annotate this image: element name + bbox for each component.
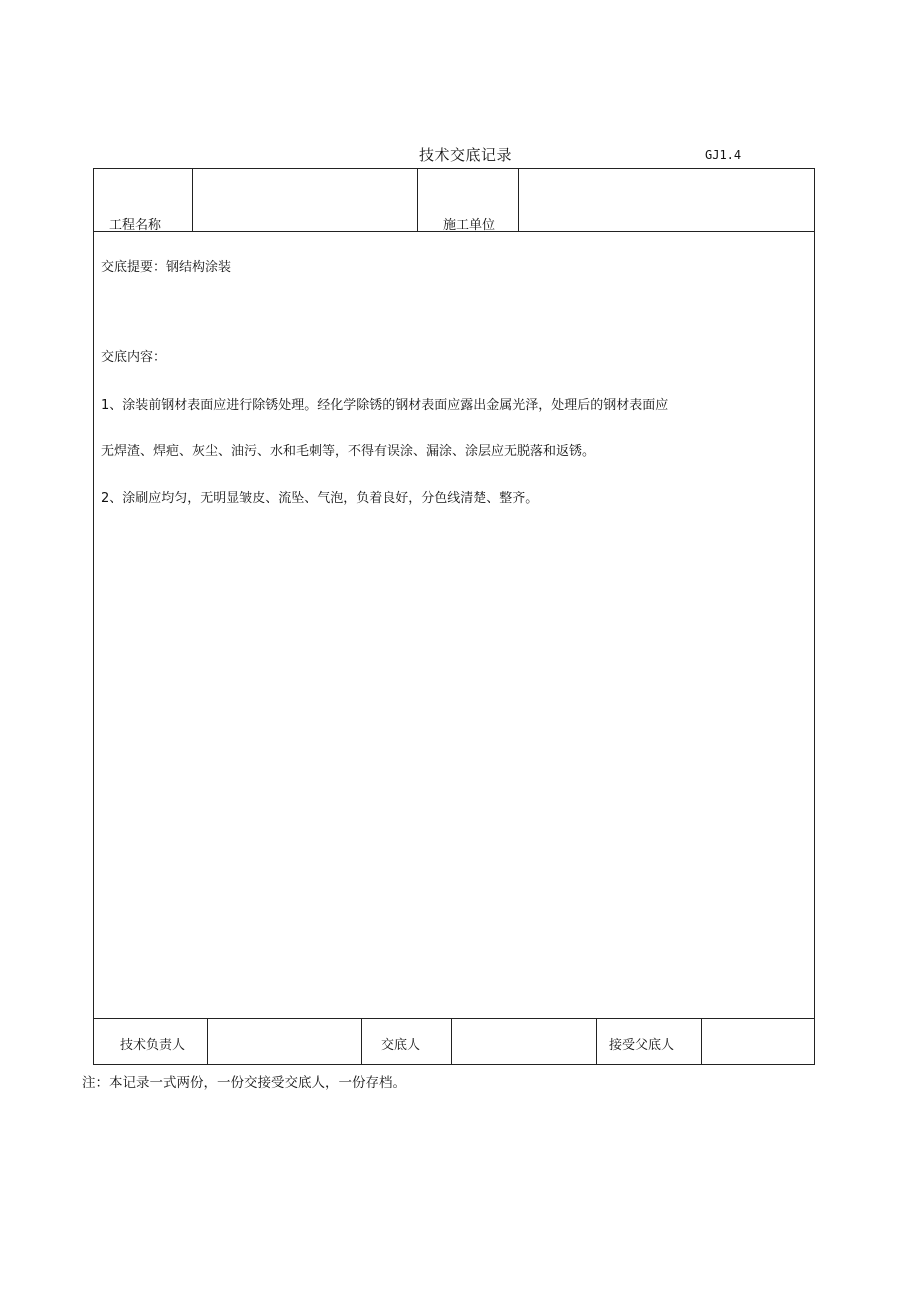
project-name-field[interactable] (200, 214, 410, 230)
discloser-field[interactable] (458, 1034, 588, 1050)
top-row-col-divider-1 (192, 168, 193, 231)
disclosure-summary: 交底提要：钢结构涂装 (101, 260, 232, 275)
content-paragraph-1: 1、涂装前钢材表面应进行除锈处理。经化学除锈的钢材表面应露出金属光泽，处理后的钢材表面应 (101, 398, 669, 413)
top-row-col-divider-3 (518, 168, 519, 231)
bottom-row-col-divider-2 (361, 1018, 362, 1065)
contractor-label: 施工单位 (443, 218, 496, 233)
content-paragraph-2: 无焊渣、焊疤、灰尘、油污、水和毛刺等，不得有误涂、漏涂、涂层应无脱落和返锈。 (101, 444, 596, 459)
contractor-field[interactable] (526, 214, 806, 230)
top-row-col-divider-2 (417, 168, 418, 231)
recipient-label: 接受父底人 (609, 1038, 675, 1053)
recipient-field[interactable] (708, 1034, 808, 1050)
tech-lead-field[interactable] (214, 1034, 354, 1050)
record-table (93, 168, 815, 1065)
content-paragraph-3: 2、涂刷应均匀，无明显皱皮、流坠、气泡，负着良好，分色线清楚、整齐。 (101, 491, 539, 506)
project-name-label: 工程名称 (109, 218, 162, 233)
bottom-row-col-divider-4 (596, 1018, 597, 1065)
form-code: GJ1.4 (705, 148, 742, 162)
bottom-row-divider (93, 1018, 815, 1019)
footer-note: 注：本记录一式两份，一份交接受交底人，一份存档。 (82, 1075, 406, 1091)
document-title: 技术交底记录 (419, 146, 513, 164)
bottom-row-col-divider-5 (701, 1018, 702, 1065)
discloser-label: 交底人 (381, 1038, 421, 1053)
bottom-row-col-divider-3 (451, 1018, 452, 1065)
bottom-row-col-divider-1 (207, 1018, 208, 1065)
disclosure-content-heading: 交底内容： (101, 350, 167, 365)
tech-lead-label: 技术负责人 (120, 1038, 186, 1053)
